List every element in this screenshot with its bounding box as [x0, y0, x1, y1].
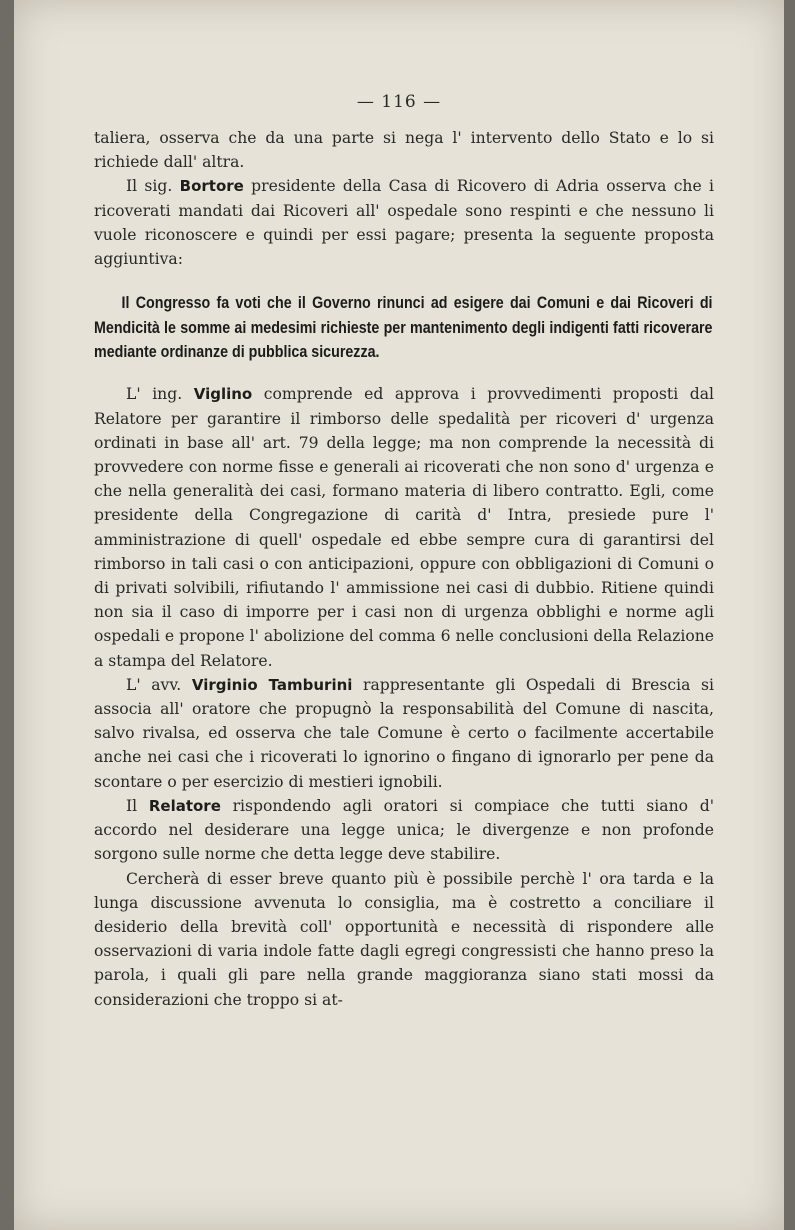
paragraph-text: rappresentante gli Ospedali di Brescia si associa all' oratore che propugnò la responsabilità del Comune di nascita, salvo rivalsa, ed osserva che tale Comune è certo o facilmente accertabile anche nei casi che i ricoverati lo ignorino o fingano di ignorarlo per pene da scontare o per esercizio di mestieri ignobili.: [94, 675, 715, 791]
paragraph-text: rispondendo agli oratori si compiace che tutti siano d' accordo nel desiderare una legge unica; le divergenze e non profonde sorgono sulle norme che detta legge deve stabilire.: [94, 796, 714, 864]
paragraph-text: comprende ed approva i provvedimenti proposti dal Relatore per garantire il rimborso delle spedalità per ricoveri d' urgenza ordinati in base all' art. 79 della legge; ma non comprende la necessità di provvedere con norme fisse e generali ai ricoverati che non sono d' urgenza e che nella generalità dei casi, formano materia di libero contratto. Egli, come presidente della Congregazione di carità d' Intra, presiede pure l' amministrazione di quell' ospedale ed ebbe sempre cura di garantirsi del rimborso in tali casi o con anticipazioni, oppure con obbligazioni di Comuni o di privati solvibili, rifiutando l' ammissione nei casi di dubbio. Ritiene quindi non sia il caso di imporre per i casi non di urgenza obblighi e norme agli ospedali e propone l' abolizione del comma 6 nelle conclusioni della Relazione a stampa del Relatore.: [94, 385, 714, 670]
speaker-title: Il: [126, 796, 138, 815]
page-number: — 116 —: [356, 92, 442, 112]
speaker-title: Il sig.: [126, 177, 173, 196]
speaker-name: Viglino: [193, 385, 253, 404]
speaker-title: L' ing.: [126, 385, 183, 404]
speaker-name: Bortore: [179, 177, 244, 196]
paragraph-bortore: [94, 174, 714, 271]
paragraph-text: presidente della Casa di Ricovero di Adria osserva che i ricoverati mandati dai Ricoveri all' ospedale sono respinti e che nessuno li vuole riconoscere e quindi per essi pagare; presenta la seguente proposta aggiuntiva:: [94, 177, 714, 269]
paragraph-viglino: [94, 382, 714, 672]
paragraph-relatore: [94, 794, 714, 867]
paragraph-closing: [94, 867, 714, 1012]
page-body: [94, 126, 714, 1012]
speaker-name: Relatore: [148, 796, 221, 815]
paragraph-continuation: [94, 126, 714, 174]
speaker-name: Virginio Tamburini: [191, 675, 353, 694]
paragraph-tamburini: [94, 673, 714, 794]
paragraph-text: Cercherà di esser breve quanto più è possibile perchè l' ora tarda e la lunga discussione avvenuta lo consiglia, ma è costretto a conciliare il desiderio della brevità coll' opportunità e necessità di rispondere alle osservazioni di varia indole fatte dagli egregi congressisti che hanno preso la parola, i quali gli pare nella grande maggioranza siano stati mossi da considerazioni che troppo si at-: [94, 869, 714, 1009]
speaker-title: L' avv.: [126, 675, 182, 694]
proposal-text: Il Congresso fa voti che il Governo rinunci ad esigere dai Comuni e dai Ricoveri di Mendicità le somme ai medesimi richieste per mantenimento degli indigenti fatti ricoverare mediante ordinanze di pubblica sicurezza.: [94, 293, 713, 362]
book-page: [14, 0, 784, 1230]
paragraph-text: taliera, osserva che da una parte si nega l' intervento dello Stato e lo si richiede dall' altra.: [94, 129, 714, 172]
